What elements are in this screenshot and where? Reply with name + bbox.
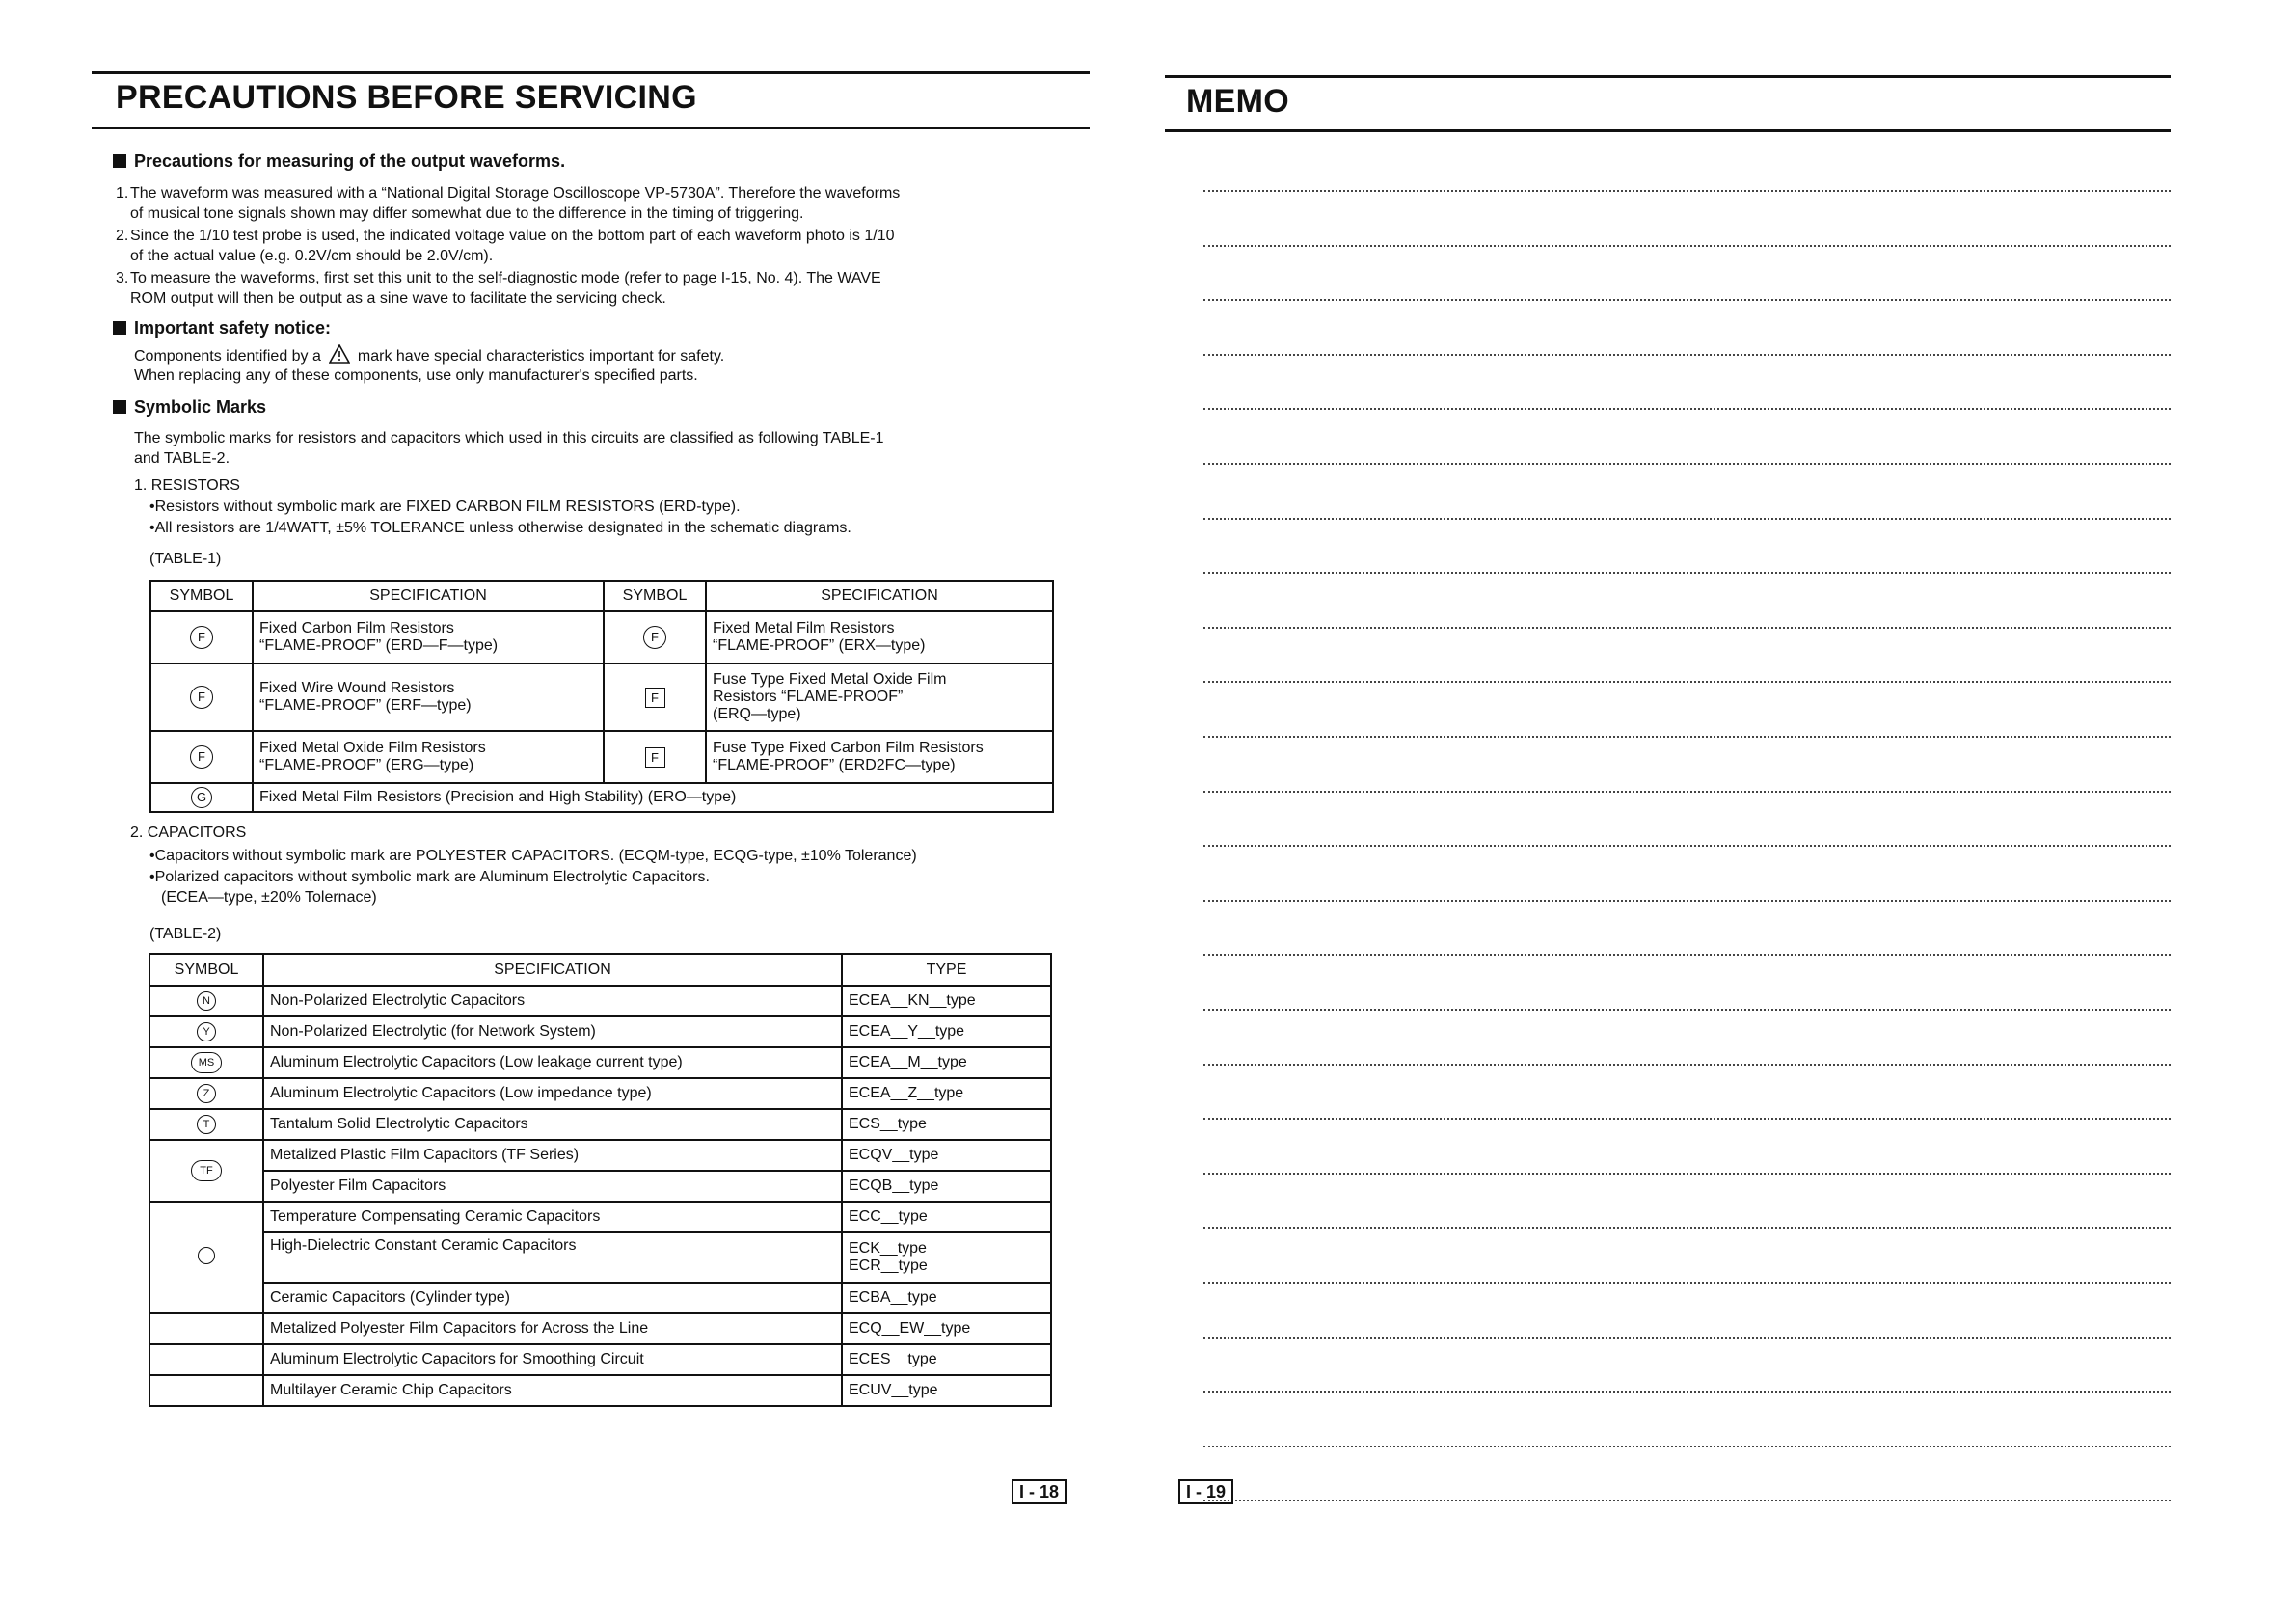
- flame-proof-symbol: F: [190, 686, 213, 709]
- memo-line: [1203, 1227, 2171, 1229]
- memo-line: [1203, 1173, 2171, 1175]
- memo-line: [1203, 245, 2171, 247]
- capacitors-title: 2. CAPACITORS: [130, 825, 247, 841]
- resistors-title: 1. RESISTORS: [134, 477, 240, 494]
- flame-proof-symbol: F: [190, 745, 213, 769]
- safety-line-1: Components identified by a mark have special characteristics important for safety.: [134, 344, 724, 369]
- memo-line: [1203, 1391, 2171, 1393]
- table2-label: (TABLE-2): [149, 926, 222, 942]
- table-header: TYPE: [842, 954, 1051, 986]
- left-page: [92, 0, 1090, 1623]
- intro-line-2: and TABLE-2.: [134, 450, 230, 467]
- resistors-bullet-2: •All resistors are 1/4WATT, ±5% TOLERANCE unless otherwise designated in the schematic diagrams.: [149, 520, 851, 536]
- memo-line: [1203, 299, 2171, 301]
- memo-line: [1203, 408, 2171, 410]
- capacitors-bullet-1: •Capacitors without symbolic mark are POLYESTER CAPACITORS. (ECQM-type, ECQG-type, ±10% Tolerance): [149, 848, 917, 864]
- page-number: I - 18: [1012, 1479, 1067, 1504]
- capacitors-bullet-3: (ECEA—type, ±20% Tolernace): [161, 889, 377, 906]
- section-heading-safety: Important safety notice:: [113, 318, 331, 338]
- capacitor-symbol: N: [197, 991, 216, 1011]
- safety-line-2: When replacing any of these components, use only manufacturer's specified parts.: [134, 367, 698, 384]
- memo-line: [1203, 1446, 2171, 1447]
- capacitor-symbol: TF: [191, 1160, 222, 1181]
- memo-line: [1203, 791, 2171, 793]
- memo-title: MEMO: [1186, 83, 1289, 120]
- memo-line: [1203, 900, 2171, 902]
- capacitor-table: [149, 953, 1052, 1407]
- table-header: SYMBOL: [150, 581, 253, 611]
- table-row: G Fixed Metal Film Resistors (Precision and High Stability) (ERO—type): [150, 783, 1053, 812]
- memo-line: [1203, 845, 2171, 847]
- table-row: F Fixed Wire Wound Resistors “FLAME-PROOF” (ERF—type) F Fuse Type Fixed Metal Oxide Film Resistors “FLAME-PROOF” (ERQ—type): [150, 663, 1053, 731]
- table-row: Z Aluminum Electrolytic Capacitors (Low impedance type) ECEA__Z__type: [149, 1078, 1051, 1109]
- memo-line: [1203, 1500, 2171, 1501]
- flame-proof-symbol: F: [643, 626, 666, 649]
- intro-line-1: The symbolic marks for resistors and capacitors which used in this circuits are classified as following TABLE-1: [134, 430, 884, 446]
- list-item: 1. The waveform was measured with a “National Digital Storage Oscilloscope VP-5730A”. Therefore the waveforms of musical tone signals shown may differ somewhat due to the difference in the timing of triggering.: [116, 185, 901, 222]
- resistor-table: [149, 580, 1054, 813]
- table-row: Metalized Polyester Film Capacitors for Across the Line ECQ__EW__type: [149, 1313, 1051, 1344]
- capacitor-symbol: Z: [197, 1084, 216, 1103]
- memo-line: [1203, 463, 2171, 465]
- list-item: 3. To measure the waveforms, first set this unit to the self-diagnostic mode (refer to page I-15, No. 4). The WAVE ROM output will then be output as a sine wave to facilitate the servicing check.: [116, 270, 881, 307]
- precision-symbol: G: [191, 787, 212, 808]
- table-header: SPECIFICATION: [263, 954, 842, 986]
- section-heading-waveforms: Precautions for measuring of the output waveforms.: [113, 151, 565, 172]
- table-row: Temperature Compensating Ceramic Capacitors ECC__type: [149, 1202, 1051, 1232]
- table-row: Polyester Film Capacitors ECQB__type: [149, 1171, 1051, 1202]
- capacitor-symbol: T: [197, 1115, 216, 1134]
- capacitors-bullet-2: •Polarized capacitors without symbolic mark are Aluminum Electrolytic Capacitors.: [149, 869, 710, 885]
- table-row: F Fixed Metal Oxide Film Resistors “FLAME-PROOF” (ERG—type) F Fuse Type Fixed Carbon Film Resistors “FLAME-PROOF” (ERD2FC—type): [150, 731, 1053, 783]
- table-header: SYMBOL: [149, 954, 263, 986]
- memo-line: [1203, 627, 2171, 629]
- memo-line: [1203, 518, 2171, 520]
- section-heading-symbolic-marks: Symbolic Marks: [113, 397, 266, 418]
- right-page: [1165, 0, 2171, 1623]
- fuse-symbol: F: [645, 747, 665, 768]
- table-row: MS Aluminum Electrolytic Capacitors (Low leakage current type) ECEA__M__type: [149, 1047, 1051, 1078]
- memo-line: [1203, 354, 2171, 356]
- capacitor-symbol: MS: [191, 1052, 222, 1073]
- ceramic-symbol: [198, 1247, 215, 1264]
- memo-line: [1203, 1064, 2171, 1066]
- top-rule: [92, 71, 1090, 74]
- memo-line: [1203, 572, 2171, 574]
- table-row: High-Dielectric Constant Ceramic Capacitors ECK__type ECR__type: [149, 1232, 1051, 1283]
- table-row: TF Metalized Plastic Film Capacitors (TF Series) ECQV__type: [149, 1140, 1051, 1171]
- memo-line: [1203, 1118, 2171, 1120]
- memo-line: [1203, 681, 2171, 683]
- memo-line: [1203, 1337, 2171, 1339]
- capacitor-symbol: Y: [197, 1022, 216, 1041]
- memo-line: [1203, 190, 2171, 192]
- page-title: PRECAUTIONS BEFORE SERVICING: [116, 79, 697, 116]
- table-header: SPECIFICATION: [253, 581, 604, 611]
- top-rule: [1165, 75, 2171, 78]
- table1-label: (TABLE-1): [149, 551, 222, 567]
- table-header: SPECIFICATION: [706, 581, 1053, 611]
- table-row: Aluminum Electrolytic Capacitors for Smoothing Circuit ECES__type: [149, 1344, 1051, 1375]
- fuse-symbol: F: [645, 688, 665, 708]
- flame-proof-symbol: F: [190, 626, 213, 649]
- table-row: N Non-Polarized Electrolytic Capacitors ECEA__KN__type: [149, 986, 1051, 1016]
- memo-line: [1203, 1009, 2171, 1011]
- memo-line: [1203, 1282, 2171, 1284]
- table-row: Multilayer Ceramic Chip Capacitors ECUV__type: [149, 1375, 1051, 1406]
- table-row: T Tantalum Solid Electrolytic Capacitors ECS__type: [149, 1109, 1051, 1140]
- table-row: Ceramic Capacitors (Cylinder type) ECBA__type: [149, 1283, 1051, 1313]
- list-item: 2. Since the 1/10 test probe is used, the indicated voltage value on the bottom part of each waveform photo is 1/10 of the actual value (e.g. 0.2V/cm should be 2.0V/cm).: [116, 228, 895, 264]
- title-underline: [1165, 129, 2171, 132]
- resistors-bullet-1: •Resistors without symbolic mark are FIXED CARBON FILM RESISTORS (ERD-type).: [149, 499, 741, 515]
- table-row: Y Non-Polarized Electrolytic (for Network System) ECEA__Y__type: [149, 1016, 1051, 1047]
- table-row: F Fixed Carbon Film Resistors “FLAME-PROOF” (ERD—F—type) F Fixed Metal Film Resistors “FLAME-PROOF” (ERX—type): [150, 611, 1053, 663]
- memo-line: [1203, 954, 2171, 956]
- page-number: I - 19: [1178, 1479, 1233, 1504]
- table-header: SYMBOL: [604, 581, 706, 611]
- memo-line: [1203, 736, 2171, 738]
- title-underline: [92, 127, 1090, 129]
